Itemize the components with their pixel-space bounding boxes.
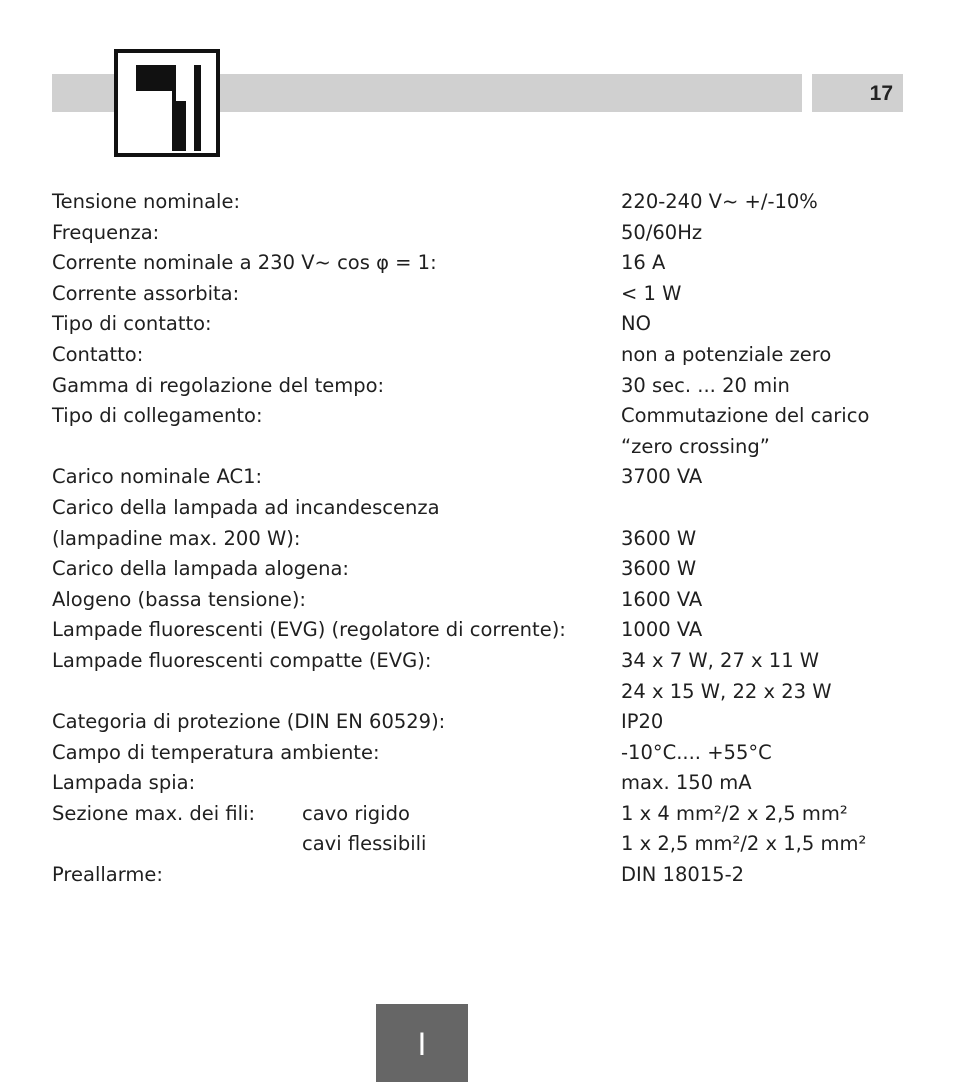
spec-value: 3600 W <box>621 557 697 581</box>
spec-value: 1000 VA <box>621 618 703 642</box>
spec-value: 50/60Hz <box>621 220 703 244</box>
spec-row <box>52 615 912 646</box>
spec-row <box>52 248 912 279</box>
spec-value: 34 x 7 W, 27 x 11 W <box>621 648 820 672</box>
spec-label: Corrente nominale a 230 V~ cos φ = 1: <box>52 251 437 275</box>
spec-label: Contatto: <box>52 342 144 366</box>
spec-label: Carico nominale AC1: <box>52 465 263 489</box>
spec-row <box>52 554 912 585</box>
spec-row <box>52 432 912 463</box>
spec-row <box>52 646 912 677</box>
spec-value: NO <box>621 312 651 336</box>
spec-label: Corrente assorbita: <box>52 281 240 305</box>
spec-value: 24 x 15 W, 22 x 23 W <box>621 679 832 703</box>
spec-value: 1600 VA <box>621 587 703 611</box>
spec-label: Gamma di regolazione del tempo: <box>52 373 385 397</box>
spec-row <box>52 371 912 402</box>
spec-row <box>52 187 912 218</box>
spec-row <box>52 462 912 493</box>
spec-value: < 1 W <box>621 281 682 305</box>
spec-label: Carico della lampada ad incandescenza <box>52 495 440 519</box>
spec-row <box>52 218 912 249</box>
spec-value: max. 150 mA <box>621 771 752 795</box>
language-tab-letter: I <box>417 1026 427 1062</box>
spec-label: Tensione nominale: <box>52 190 241 213</box>
page-number-box <box>812 74 903 112</box>
spec-value: non a potenziale zero <box>621 342 832 366</box>
spec-value: “zero crossing” <box>621 434 770 458</box>
spec-label: Lampade fluorescenti compatte (EVG): <box>52 648 432 672</box>
spec-row <box>52 768 912 799</box>
spec-value: 3600 W <box>621 526 697 550</box>
spec-sublabel: cavi flessibili <box>302 832 427 856</box>
spec-row <box>52 677 912 708</box>
spec-label: Tipo di contatto: <box>52 312 212 336</box>
spec-row <box>52 860 912 891</box>
spec-value: 30 sec. ... 20 min <box>621 373 790 397</box>
spec-label: Carico della lampada alogena: <box>52 557 349 581</box>
spec-label: Sezione max. dei fili: <box>52 801 256 825</box>
spec-row <box>52 738 912 769</box>
spec-label: Lampada spia: <box>52 771 196 795</box>
spec-label: Campo di temperatura ambiente: <box>52 740 380 764</box>
spec-row <box>52 309 912 340</box>
spec-value: 1 x 4 mm²/2 x 2,5 mm² <box>621 801 848 825</box>
spec-row <box>52 401 912 432</box>
spec-row <box>52 279 912 310</box>
spec-sublabel: cavo rigido <box>302 801 410 825</box>
spec-label: (lampadine max. 200 W): <box>52 526 301 550</box>
spec-label: Frequenza: <box>52 220 160 244</box>
spec-row <box>52 493 912 524</box>
spec-row <box>52 524 912 555</box>
building-profile-icon <box>114 49 220 157</box>
spec-row <box>52 707 912 738</box>
spec-label: Tipo di collegamento: <box>52 404 263 428</box>
language-tab <box>376 1004 468 1082</box>
spec-row <box>52 340 912 371</box>
specification-list <box>52 187 912 891</box>
spec-row <box>52 829 912 860</box>
spec-value: 16 A <box>621 251 666 275</box>
spec-value: 3700 VA <box>621 465 703 489</box>
spec-label: Lampade fluorescenti (EVG) (regolatore di corrente): <box>52 618 566 642</box>
spec-value: 220-240 V~ +/-10% <box>621 190 818 213</box>
spec-row <box>52 799 912 830</box>
spec-label: Alogeno (bassa tensione): <box>52 587 306 611</box>
spec-value: Commutazione del carico <box>621 404 870 428</box>
logo-graphic <box>118 53 216 153</box>
page-number: 17 <box>869 82 893 105</box>
spec-value: -10°C.... +55°C <box>621 740 772 764</box>
spec-label: Preallarme: <box>52 863 163 887</box>
spec-value: IP20 <box>621 710 664 734</box>
spec-label: Categoria di protezione (DIN EN 60529): <box>52 710 446 734</box>
spec-row <box>52 585 912 616</box>
spec-value: DIN 18015-2 <box>621 863 745 887</box>
spec-value: 1 x 2,5 mm²/2 x 1,5 mm² <box>621 832 867 856</box>
